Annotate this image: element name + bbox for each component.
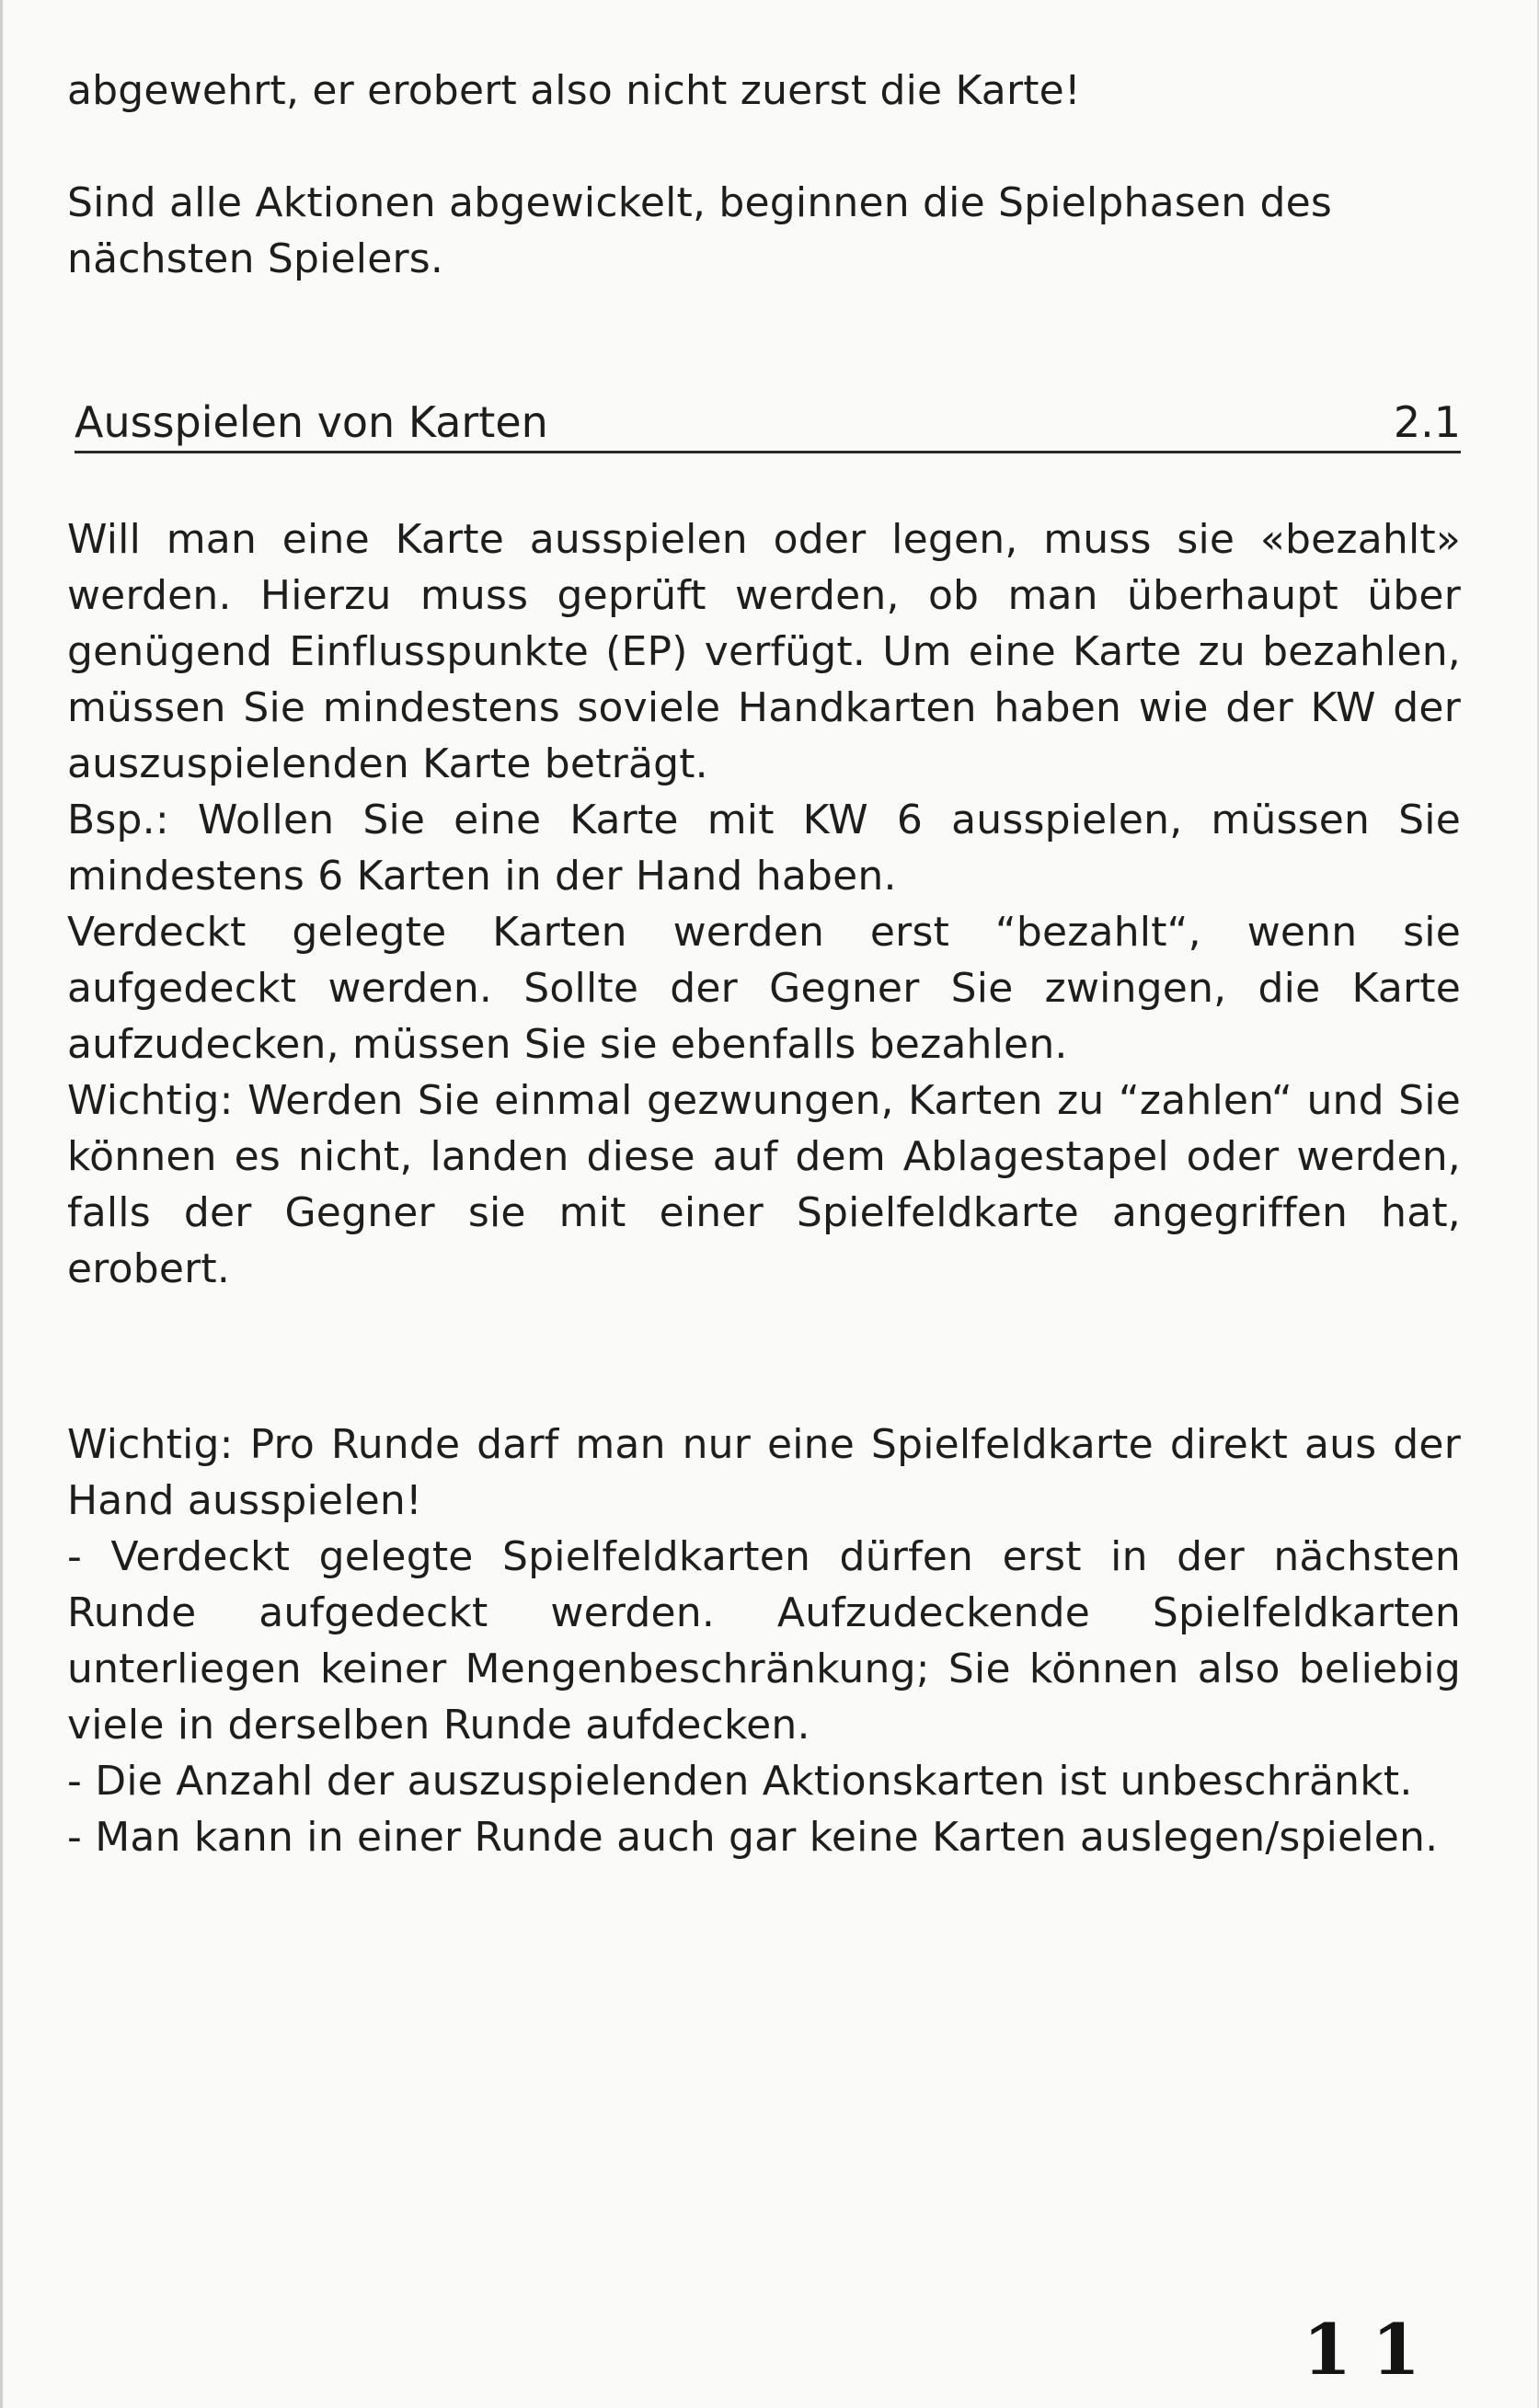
intro-block	[67, 63, 1461, 119]
section-number: 2.1	[1393, 397, 1461, 447]
body-paragraph-3: Verdeckt gelegte Karten werden erst “bezahlt“, wenn sie aufgedeckt werden. Sollte der Gegner Sie zwingen, die Karte aufzudecken, müssen Sie sie ebenfalls bezahlen.	[67, 909, 1461, 1068]
body-paragraph-8: - Man kann in einer Runde auch gar keine Karten auslegen/spielen.	[67, 1814, 1439, 1861]
body-block-2	[67, 1416, 1461, 1865]
intro-paragraph: Sind alle Aktionen abgewickelt, beginnen die Spielphasen des nächsten Spielers.	[67, 179, 1332, 282]
page-number: 11	[1303, 2309, 1441, 2391]
body-block-1	[67, 511, 1461, 1297]
section-heading	[75, 396, 1461, 453]
body-paragraph-1: Will man eine Karte ausspielen oder legen, muss sie «bezahlt» werden. Hierzu muss geprüft werden, ob man überhaupt über genügend Einflusspunkte (EP) verfügt. Um eine Karte zu bezahlen, müssen Sie mindestens soviele Handkarten haben wie der KW der auszuspielenden Karte beträgt.	[67, 516, 1461, 787]
body-paragraph-5: Wichtig: Pro Runde darf man nur eine Spielfeldkarte direkt aus der Hand ausspielen!	[67, 1421, 1461, 1524]
intro-line: abgewehrt, er erobert also nicht zuerst die Karte!	[67, 67, 1081, 114]
body-paragraph-7: - Die Anzahl der auszuspielenden Aktionskarten ist unbeschränkt.	[67, 1758, 1413, 1805]
body-paragraph-6: - Verdeckt gelegte Spielfeldkarten dürfen erst in der nächsten Runde aufgedeckt werden. Aufzudeckende Spielfeldkarten unterliegen keiner Mengenbeschränkung; Sie können also beliebig viele in derselben Runde aufdecken.	[67, 1533, 1461, 1749]
body-paragraph-4: Wichtig: Werden Sie einmal gezwungen, Karten zu “zahlen“ und Sie können es nicht, landen diese auf dem Ablagestapel oder werden, falls der Gegner sie mit einer Spielfeldkarte angegriffen hat, erobert.	[67, 1077, 1461, 1292]
section-title: Ausspielen von Karten	[75, 397, 548, 447]
intro-paragraph-block	[67, 175, 1461, 287]
body-paragraph-2: Bsp.: Wollen Sie eine Karte mit KW 6 ausspielen, müssen Sie mindestens 6 Karten in der Hand haben.	[67, 797, 1461, 900]
